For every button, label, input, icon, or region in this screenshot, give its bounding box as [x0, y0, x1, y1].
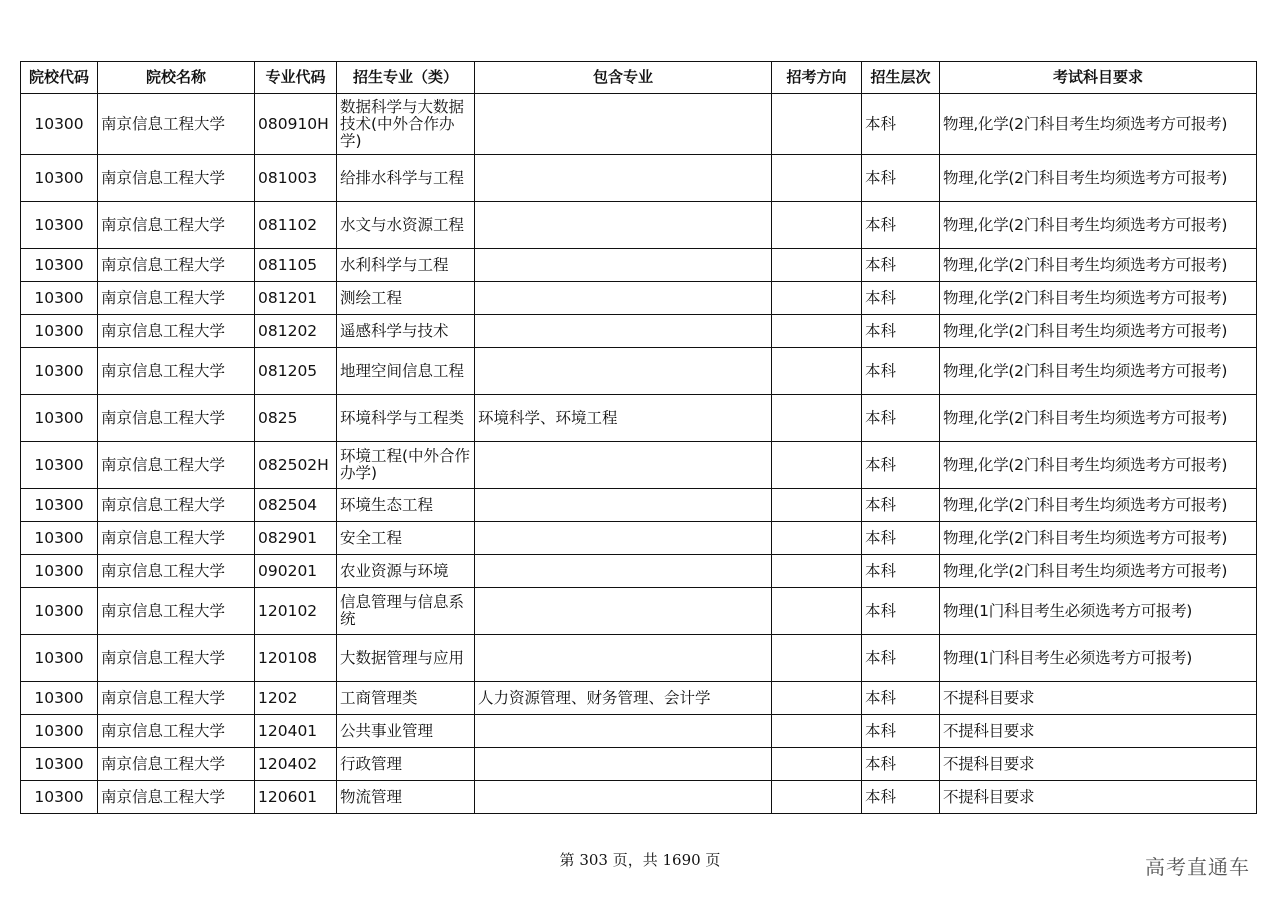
table-row: [21, 395, 1257, 442]
cell-major-code: 080910H: [255, 94, 337, 155]
cell-direction: [772, 348, 862, 395]
table-row: [21, 635, 1257, 682]
cell-major: 行政管理: [337, 748, 475, 781]
cell-school-name: 南京信息工程大学: [98, 682, 255, 715]
cell-subject-requirements: 不提科目要求: [940, 781, 1257, 814]
cell-included-majors: [475, 315, 772, 348]
header-school-name: 院校名称: [98, 62, 255, 94]
cell-major-code: 0825: [255, 395, 337, 442]
cell-subject-requirements: 不提科目要求: [940, 682, 1257, 715]
cell-major: 公共事业管理: [337, 715, 475, 748]
cell-included-majors: [475, 94, 772, 155]
cell-subject-requirements: 物理,化学(2门科目考生均须选考方可报考): [940, 489, 1257, 522]
cell-direction: [772, 395, 862, 442]
cell-major-code: 081202: [255, 315, 337, 348]
cell-included-majors: [475, 748, 772, 781]
header-subject-requirements: 考试科目要求: [940, 62, 1257, 94]
cell-level: 本科: [862, 489, 940, 522]
cell-school-name: 南京信息工程大学: [98, 282, 255, 315]
cell-direction: [772, 682, 862, 715]
cell-direction: [772, 522, 862, 555]
table-header-row: [21, 62, 1257, 94]
cell-level: 本科: [862, 395, 940, 442]
cell-subject-requirements: 不提科目要求: [940, 748, 1257, 781]
cell-school-code: 10300: [21, 522, 98, 555]
header-major-code: 专业代码: [255, 62, 337, 94]
cell-school-name: 南京信息工程大学: [98, 588, 255, 635]
cell-major: 数据科学与大数据技术(中外合作办学): [337, 94, 475, 155]
cell-level: 本科: [862, 202, 940, 249]
cell-school-name: 南京信息工程大学: [98, 635, 255, 682]
cell-included-majors: [475, 489, 772, 522]
cell-subject-requirements: 物理,化学(2门科目考生均须选考方可报考): [940, 155, 1257, 202]
cell-level: 本科: [862, 282, 940, 315]
cell-major: 农业资源与环境: [337, 555, 475, 588]
cell-school-name: 南京信息工程大学: [98, 202, 255, 249]
cell-major-code: 082504: [255, 489, 337, 522]
table-row: [21, 781, 1257, 814]
cell-school-name: 南京信息工程大学: [98, 555, 255, 588]
table-row: [21, 94, 1257, 155]
cell-subject-requirements: 物理,化学(2门科目考生均须选考方可报考): [940, 94, 1257, 155]
cell-major: 测绘工程: [337, 282, 475, 315]
cell-major-code: 081105: [255, 249, 337, 282]
cell-major-code: 081102: [255, 202, 337, 249]
cell-subject-requirements: 物理,化学(2门科目考生均须选考方可报考): [940, 202, 1257, 249]
cell-school-name: 南京信息工程大学: [98, 249, 255, 282]
page-number: 第 303 页，共 1690 页: [559, 851, 721, 869]
cell-direction: [772, 781, 862, 814]
cell-included-majors: [475, 155, 772, 202]
cell-level: 本科: [862, 588, 940, 635]
cell-school-name: 南京信息工程大学: [98, 315, 255, 348]
cell-major: 环境科学与工程类: [337, 395, 475, 442]
watermark-logo: 高考直通车: [1145, 855, 1250, 879]
header-direction: 招考方向: [772, 62, 862, 94]
table-row: [21, 442, 1257, 489]
cell-subject-requirements: 物理,化学(2门科目考生均须选考方可报考): [940, 522, 1257, 555]
table-row: [21, 348, 1257, 395]
cell-major-code: 120108: [255, 635, 337, 682]
cell-major-code: 120401: [255, 715, 337, 748]
cell-school-code: 10300: [21, 635, 98, 682]
table-row: [21, 489, 1257, 522]
header-level: 招生层次: [862, 62, 940, 94]
table-row: [21, 249, 1257, 282]
table-row: [21, 202, 1257, 249]
cell-school-name: 南京信息工程大学: [98, 94, 255, 155]
cell-school-code: 10300: [21, 348, 98, 395]
cell-included-majors: [475, 442, 772, 489]
cell-direction: [772, 282, 862, 315]
cell-school-code: 10300: [21, 442, 98, 489]
cell-school-name: 南京信息工程大学: [98, 715, 255, 748]
cell-subject-requirements: 物理,化学(2门科目考生均须选考方可报考): [940, 555, 1257, 588]
cell-major-code: 090201: [255, 555, 337, 588]
cell-major-code: 120601: [255, 781, 337, 814]
cell-direction: [772, 555, 862, 588]
cell-direction: [772, 94, 862, 155]
cell-level: 本科: [862, 442, 940, 489]
cell-level: 本科: [862, 522, 940, 555]
cell-included-majors: [475, 635, 772, 682]
cell-subject-requirements: 物理,化学(2门科目考生均须选考方可报考): [940, 249, 1257, 282]
cell-school-code: 10300: [21, 588, 98, 635]
cell-school-code: 10300: [21, 249, 98, 282]
table-row: [21, 748, 1257, 781]
cell-major: 物流管理: [337, 781, 475, 814]
cell-school-name: 南京信息工程大学: [98, 748, 255, 781]
cell-direction: [772, 442, 862, 489]
cell-major: 环境工程(中外合作办学): [337, 442, 475, 489]
cell-direction: [772, 155, 862, 202]
cell-major: 地理空间信息工程: [337, 348, 475, 395]
cell-major: 工商管理类: [337, 682, 475, 715]
cell-included-majors: [475, 522, 772, 555]
table-row: [21, 522, 1257, 555]
table-row: [21, 715, 1257, 748]
cell-level: 本科: [862, 348, 940, 395]
cell-school-name: 南京信息工程大学: [98, 522, 255, 555]
cell-subject-requirements: 物理,化学(2门科目考生均须选考方可报考): [940, 282, 1257, 315]
cell-major-code: 082502H: [255, 442, 337, 489]
cell-level: 本科: [862, 781, 940, 814]
cell-subject-requirements: 物理(1门科目考生必须选考方可报考): [940, 588, 1257, 635]
cell-school-code: 10300: [21, 555, 98, 588]
header-school-code: 院校代码: [21, 62, 98, 94]
cell-included-majors: [475, 249, 772, 282]
cell-included-majors: [475, 555, 772, 588]
cell-direction: [772, 588, 862, 635]
table-row: [21, 555, 1257, 588]
cell-major: 水文与水资源工程: [337, 202, 475, 249]
cell-subject-requirements: 物理,化学(2门科目考生均须选考方可报考): [940, 442, 1257, 489]
cell-subject-requirements: 物理,化学(2门科目考生均须选考方可报考): [940, 315, 1257, 348]
table-row: [21, 155, 1257, 202]
cell-included-majors: [475, 588, 772, 635]
cell-level: 本科: [862, 748, 940, 781]
admissions-table: [20, 61, 1257, 814]
cell-subject-requirements: 物理,化学(2门科目考生均须选考方可报考): [940, 395, 1257, 442]
cell-major-code: 081201: [255, 282, 337, 315]
cell-school-name: 南京信息工程大学: [98, 442, 255, 489]
table-row: [21, 315, 1257, 348]
cell-level: 本科: [862, 155, 940, 202]
cell-major: 给排水科学与工程: [337, 155, 475, 202]
table-row: [21, 588, 1257, 635]
cell-school-name: 南京信息工程大学: [98, 781, 255, 814]
cell-included-majors: [475, 781, 772, 814]
cell-major: 信息管理与信息系统: [337, 588, 475, 635]
cell-school-code: 10300: [21, 202, 98, 249]
cell-school-name: 南京信息工程大学: [98, 348, 255, 395]
cell-school-code: 10300: [21, 282, 98, 315]
cell-school-name: 南京信息工程大学: [98, 395, 255, 442]
cell-level: 本科: [862, 94, 940, 155]
cell-major: 水利科学与工程: [337, 249, 475, 282]
cell-school-code: 10300: [21, 715, 98, 748]
table-body: [21, 94, 1257, 814]
cell-level: 本科: [862, 635, 940, 682]
cell-school-code: 10300: [21, 781, 98, 814]
cell-major-code: 120402: [255, 748, 337, 781]
cell-level: 本科: [862, 555, 940, 588]
cell-subject-requirements: 物理,化学(2门科目考生均须选考方可报考): [940, 348, 1257, 395]
cell-direction: [772, 635, 862, 682]
cell-included-majors: [475, 202, 772, 249]
cell-included-majors: 环境科学、环境工程: [475, 395, 772, 442]
table-row: [21, 682, 1257, 715]
cell-school-code: 10300: [21, 748, 98, 781]
cell-school-code: 10300: [21, 489, 98, 522]
cell-included-majors: [475, 282, 772, 315]
cell-included-majors: [475, 715, 772, 748]
cell-school-name: 南京信息工程大学: [98, 489, 255, 522]
cell-school-code: 10300: [21, 94, 98, 155]
cell-school-code: 10300: [21, 315, 98, 348]
header-included-majors: 包含专业: [475, 62, 772, 94]
cell-major: 大数据管理与应用: [337, 635, 475, 682]
cell-major-code: 1202: [255, 682, 337, 715]
cell-major-code: 120102: [255, 588, 337, 635]
cell-major-code: 082901: [255, 522, 337, 555]
table-row: [21, 282, 1257, 315]
cell-direction: [772, 715, 862, 748]
cell-level: 本科: [862, 315, 940, 348]
cell-direction: [772, 202, 862, 249]
cell-major: 环境生态工程: [337, 489, 475, 522]
cell-level: 本科: [862, 682, 940, 715]
cell-included-majors: [475, 348, 772, 395]
cell-subject-requirements: 不提科目要求: [940, 715, 1257, 748]
cell-direction: [772, 249, 862, 282]
cell-major-code: 081003: [255, 155, 337, 202]
cell-subject-requirements: 物理(1门科目考生必须选考方可报考): [940, 635, 1257, 682]
cell-direction: [772, 315, 862, 348]
cell-major: 安全工程: [337, 522, 475, 555]
cell-direction: [772, 748, 862, 781]
cell-school-code: 10300: [21, 682, 98, 715]
cell-school-code: 10300: [21, 155, 98, 202]
cell-included-majors: 人力资源管理、财务管理、会计学: [475, 682, 772, 715]
cell-major-code: 081205: [255, 348, 337, 395]
cell-level: 本科: [862, 715, 940, 748]
cell-direction: [772, 489, 862, 522]
cell-major: 遥感科学与技术: [337, 315, 475, 348]
header-major: 招生专业（类）: [337, 62, 475, 94]
cell-school-name: 南京信息工程大学: [98, 155, 255, 202]
cell-level: 本科: [862, 249, 940, 282]
cell-school-code: 10300: [21, 395, 98, 442]
